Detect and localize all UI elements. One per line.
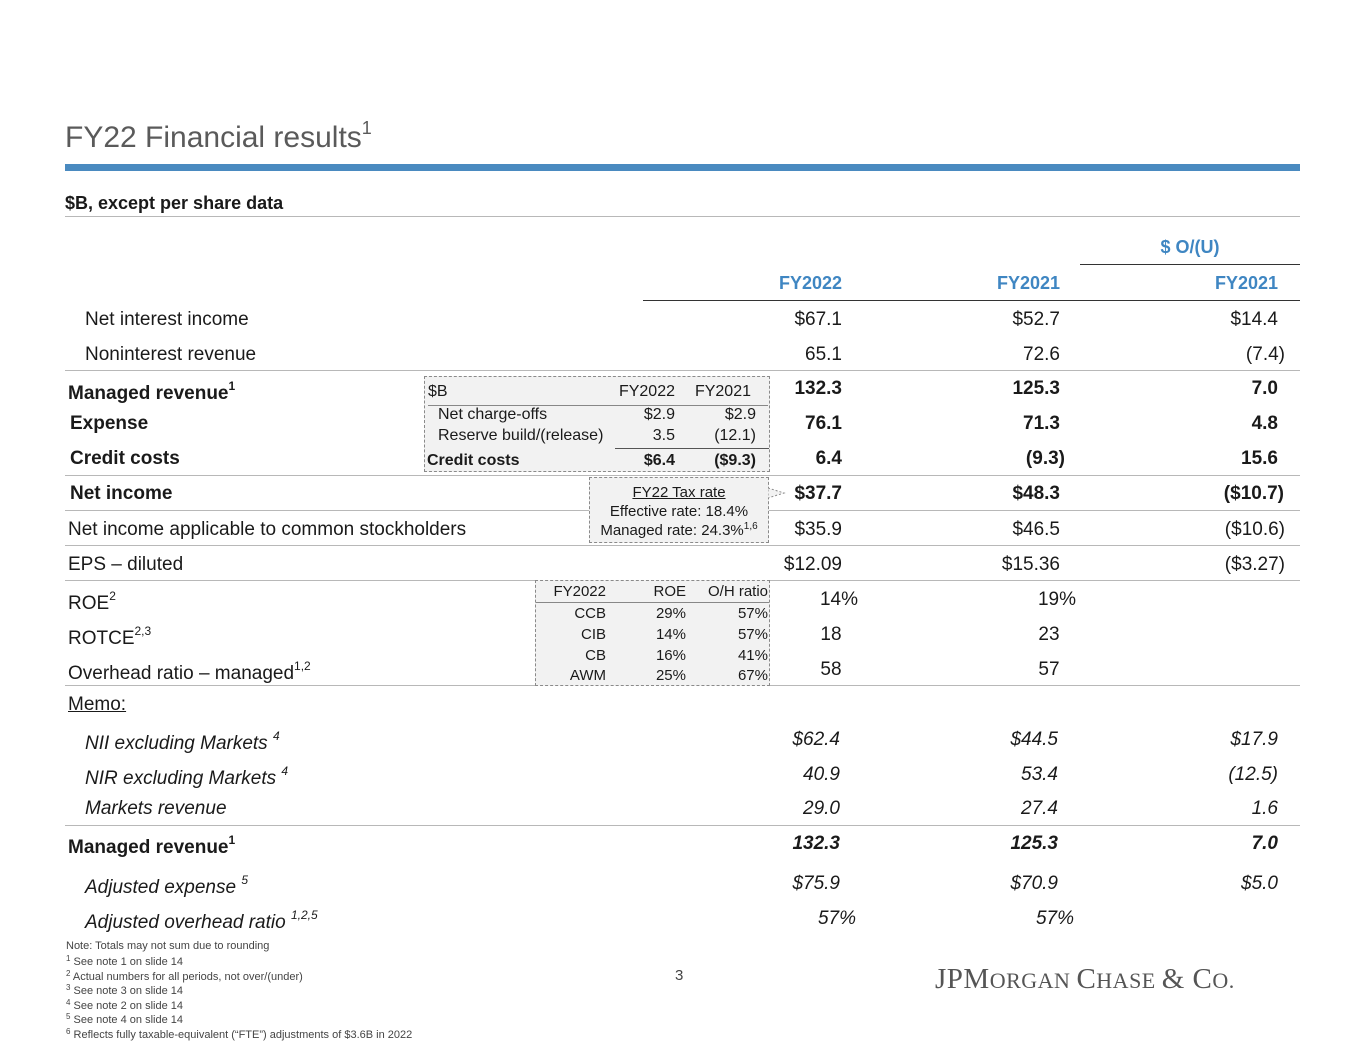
page-title: FY22 Financial results$^1$	[65, 118, 372, 154]
credit-box-unit: $B	[428, 383, 448, 400]
value-markets-fy2022: 29.0	[803, 798, 840, 819]
credit-box-ncos-fy2021: $2.9	[724, 406, 756, 423]
value-managed-revenue-change: 7.0	[1251, 378, 1278, 399]
roe-box-oh-value: 57%	[737, 605, 768, 622]
row-label-ni-common: Net income applicable to common stockholders	[68, 519, 467, 540]
title-rule	[65, 164, 1300, 171]
roe-box-roe-value: 29%	[655, 605, 686, 622]
value-credit-costs-fy2022: 6.4	[815, 448, 842, 469]
credit-box-total-label: Credit costs	[427, 452, 520, 469]
value-adj-expense-change: $5.0	[1241, 873, 1278, 894]
footnote-6: $^6$ Reflects fully taxable-equivalent (“FTE”) adjustments of $3.6B in 2022	[66, 1027, 413, 1041]
memo-label: Memo:	[68, 694, 127, 715]
value-nir-fy2021: 72.6	[1023, 344, 1060, 365]
row-label-nir: Noninterest revenue	[85, 344, 257, 365]
header-rule	[643, 300, 1300, 301]
footnote-5: $^5$ See note 4 on slide 14	[66, 1012, 183, 1026]
callout-pointer-icon	[768, 486, 786, 500]
roe-box-oh-header: O/H ratio	[707, 583, 768, 600]
value-credit-costs-change: 15.6	[1241, 448, 1278, 469]
row-divider	[65, 370, 1300, 371]
value-overhead-fy2021: 57	[1038, 659, 1060, 680]
roe-box-segment: AWM	[569, 667, 606, 684]
roe-box-oh-value: 67%	[737, 667, 768, 684]
value-rotce-fy2021: 23	[1038, 624, 1060, 645]
roe-box-oh-value: 41%	[737, 647, 768, 664]
row-divider	[65, 825, 1300, 826]
roe-box-segment: CIB	[580, 626, 606, 643]
value-credit-costs-fy2021: (9.3)	[1025, 448, 1065, 469]
value-nir-change: (7.4)	[1245, 344, 1285, 365]
value-ni-common-fy2021: $46.5	[1012, 519, 1060, 540]
value-nir-fy2022: 65.1	[805, 344, 842, 365]
value-nii-fy2021: $52.7	[1012, 309, 1060, 330]
row-divider	[65, 475, 1300, 476]
page-number: 3	[675, 967, 684, 984]
col-fy2022-header: FY2022	[778, 273, 842, 293]
value-overhead-fy2022: 58	[820, 659, 842, 680]
roe-box-segment: CCB	[574, 605, 606, 622]
row-label-adjusted-expense: Adjusted expense $^5$	[85, 873, 249, 898]
value-expense-fy2021: 71.3	[1023, 413, 1060, 434]
roe-box-oh-value: 57%	[737, 626, 768, 643]
row-label-rotce: ROTCE$^{2,3}$	[68, 624, 152, 649]
credit-box-col1-header: FY2022	[618, 383, 675, 400]
row-label-overhead: Overhead ratio – managed$^{1,2}$	[68, 659, 311, 684]
value-nii-ex-change: $17.9	[1230, 729, 1278, 750]
credit-box-total-fy2021: ($9.3)	[714, 452, 756, 469]
row-label-adjusted-overhead: Adjusted overhead ratio $^{1,2,5}$	[85, 908, 318, 933]
value-eps-fy2022: $12.09	[783, 554, 842, 575]
value-nir-ex-change: (12.5)	[1228, 764, 1278, 785]
value-nii-ex-fy2021: $44.5	[1010, 729, 1058, 750]
credit-box-col2-header: FY2021	[694, 383, 751, 400]
jpmorgan-chase-logo: JPMORGAN CHASE & CO.	[935, 963, 1235, 995]
credit-box-reserve-fy2022: 3.5	[652, 427, 675, 444]
footnote-1: $^1$ See note 1 on slide 14	[66, 954, 183, 968]
roe-box-segment: CB	[585, 647, 606, 664]
roe-box-year-header: FY2022	[553, 583, 606, 600]
footnote-rounding: Note: Totals may not sum due to rounding	[66, 940, 270, 952]
value-rotce-fy2022: 18	[820, 624, 842, 645]
roe-box-roe-header: ROE	[653, 583, 686, 600]
roe-box-roe-value: 14%	[655, 626, 686, 643]
row-label-managed-revenue: Managed revenue$^1$	[68, 379, 236, 404]
subtitle: $B, except per share data	[65, 193, 284, 213]
value-eps-change: ($3.27)	[1224, 554, 1285, 575]
row-label-roe: ROE$^2$	[68, 589, 116, 614]
value-ni-common-fy2022: $35.9	[794, 519, 842, 540]
tax-box-managed-rate: Managed rate: 24.3%$^{1,6}$	[600, 521, 758, 539]
value-managed-revenue-fy2021: 125.3	[1012, 378, 1060, 399]
value-managed-revenue-fy2022: 132.3	[794, 378, 842, 399]
row-label-memo-managed-revenue: Managed revenue$^1$	[68, 833, 236, 858]
value-nii-change: $14.4	[1230, 309, 1278, 330]
value-ni-common-change: ($10.6)	[1224, 519, 1285, 540]
value-roe-fy2021: 19%	[1037, 589, 1077, 610]
tax-box-title: FY22 Tax rate	[632, 484, 726, 501]
value-nir-ex-fy2022: 40.9	[803, 764, 840, 785]
row-label-nii-ex-markets: NII excluding Markets $^4$	[85, 729, 280, 754]
value-adj-expense-fy2022: $75.9	[792, 873, 840, 894]
credit-box-reserve-label: Reserve build/(release)	[438, 427, 604, 444]
roe-box-roe-value: 16%	[655, 647, 686, 664]
footnote-3: $^3$ See note 3 on slide 14	[66, 983, 183, 997]
value-roe-fy2022: 14%	[819, 589, 859, 610]
value-nii-fy2022: $67.1	[794, 309, 842, 330]
value-net-income-fy2022: $37.7	[794, 483, 842, 504]
row-divider	[65, 545, 1300, 546]
value-nii-ex-fy2022: $62.4	[792, 729, 840, 750]
value-memo-managed-fy2022: 132.3	[792, 833, 840, 854]
segment-roe-box	[535, 580, 770, 686]
roe-box-header-rule	[536, 602, 769, 603]
credit-box-reserve-fy2021: (12.1)	[714, 427, 756, 444]
value-expense-change: 4.8	[1251, 413, 1278, 434]
credit-box-ncos-label: Net charge-offs	[438, 406, 548, 423]
row-label-nir-ex-markets: NIR excluding Markets $^4$	[85, 764, 289, 789]
row-label-net-income: Net income	[70, 483, 173, 504]
value-adj-expense-fy2021: $70.9	[1010, 873, 1058, 894]
row-label-markets-revenue: Markets revenue	[85, 798, 227, 819]
row-label-credit-costs: Credit costs	[70, 448, 180, 469]
credit-box-total-fy2022: $6.4	[643, 452, 675, 469]
value-net-income-change: ($10.7)	[1223, 483, 1284, 504]
col-fy2021-header: FY2021	[996, 273, 1060, 293]
credit-costs-breakdown-box	[424, 376, 770, 472]
credit-box-ncos-fy2022: $2.9	[643, 406, 675, 423]
roe-box-roe-value: 25%	[655, 667, 686, 684]
row-label-nii: Net interest income	[85, 309, 249, 330]
value-memo-managed-change: 7.0	[1251, 833, 1278, 854]
value-expense-fy2022: 76.1	[805, 413, 842, 434]
credit-box-total-rule	[615, 448, 769, 449]
col-change-header: FY2021	[1214, 273, 1278, 293]
value-markets-fy2021: 27.4	[1021, 798, 1058, 819]
value-eps-fy2021: $15.36	[1001, 554, 1060, 575]
subtitle-divider	[65, 216, 1300, 217]
tax-rate-callout-box	[589, 477, 769, 543]
footnote-2: $^2$ Actual numbers for all periods, not over/(under)	[66, 969, 303, 983]
change-header-rule	[1080, 264, 1300, 265]
value-markets-change: 1.6	[1251, 798, 1278, 819]
footnote-4: $^4$ See note 2 on slide 14	[66, 998, 183, 1012]
tax-box-effective-rate: Effective rate: 18.4%	[609, 503, 749, 520]
change-group-header: $ O/(U)	[1160, 237, 1220, 257]
value-nir-ex-fy2021: 53.4	[1021, 764, 1058, 785]
row-label-eps: EPS – diluted	[68, 554, 184, 575]
value-memo-managed-fy2021: 125.3	[1010, 833, 1058, 854]
row-label-expense: Expense	[70, 413, 149, 434]
value-adj-overhead-fy2022: 57%	[817, 908, 857, 929]
value-net-income-fy2021: $48.3	[1012, 483, 1060, 504]
value-adj-overhead-fy2021: 57%	[1035, 908, 1075, 929]
